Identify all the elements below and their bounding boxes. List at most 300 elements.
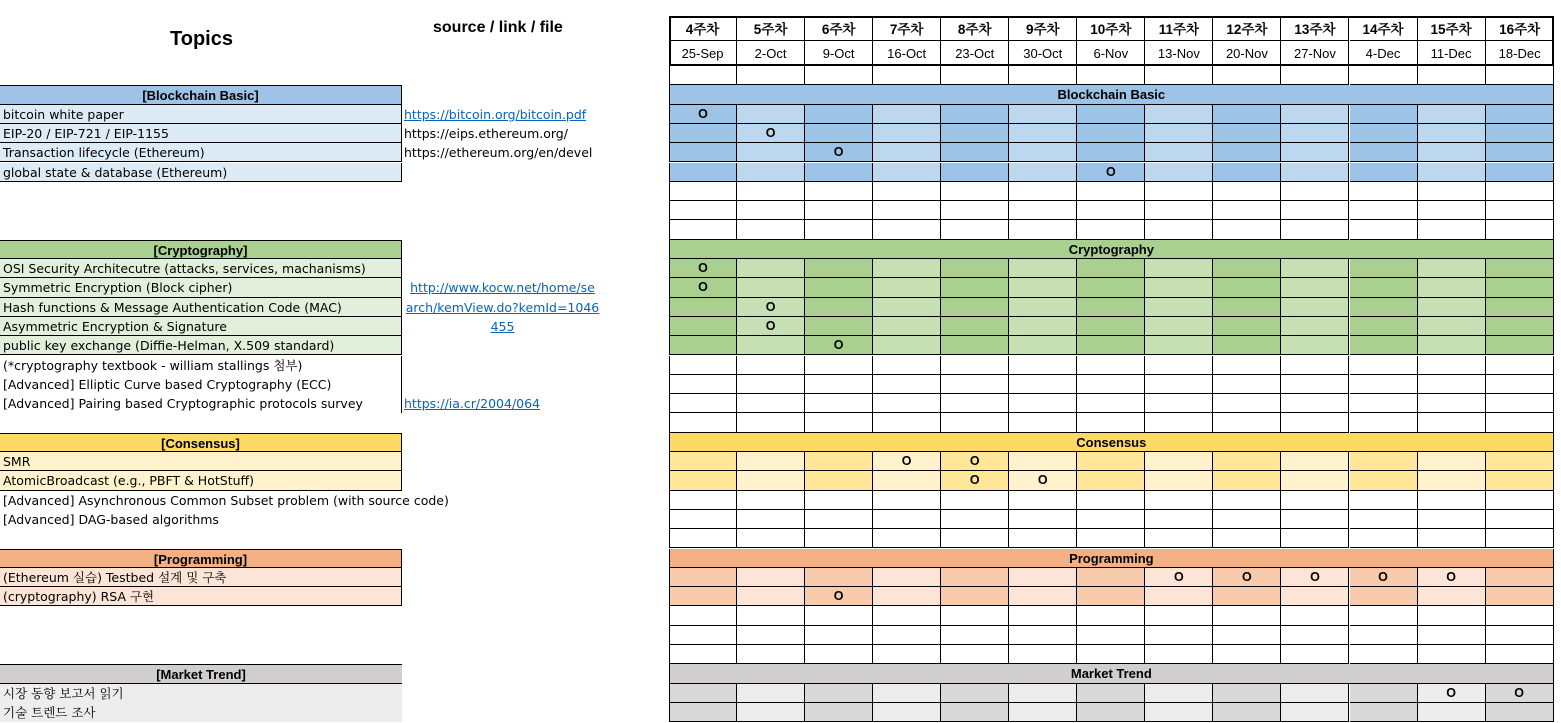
schedule-cell (805, 143, 873, 162)
source-link[interactable]: arch/kemView.do?kemId=1046 (405, 299, 600, 315)
schedule-cell (873, 105, 941, 124)
schedule-cell (1213, 471, 1281, 490)
schedule-cell (1213, 201, 1281, 220)
schedule-mark: O (969, 454, 980, 468)
schedule-cell (1281, 336, 1349, 355)
source-cell (405, 278, 600, 297)
schedule-cell (1281, 182, 1349, 201)
schedule-cell (941, 124, 1009, 143)
schedule-cell (1281, 105, 1349, 124)
schedule-cell (737, 510, 805, 529)
schedule-cell (941, 471, 1009, 490)
schedule-cell (941, 298, 1009, 317)
schedule-cell (1213, 66, 1281, 85)
schedule-cell (941, 66, 1009, 85)
category-band: Market Trend (669, 664, 1554, 683)
topic-row: (Ethereum 실습) Testbed 설계 및 구축 (0, 568, 402, 587)
schedule-cell (1418, 394, 1486, 413)
schedule-cell (1145, 626, 1213, 645)
schedule-cell (1009, 143, 1077, 162)
schedule-cell (873, 529, 941, 548)
topic-row: 시장 동향 보고서 읽기 (0, 684, 402, 703)
schedule-cell (1281, 703, 1349, 722)
schedule-cell (1350, 278, 1418, 297)
schedule-cell (1418, 317, 1486, 336)
schedule-cell (1418, 703, 1486, 722)
week-header: 8주차 (941, 16, 1009, 41)
schedule-cell (1281, 413, 1349, 432)
schedule-cell (1077, 703, 1145, 722)
schedule-cell (1077, 201, 1145, 220)
schedule-cell (1145, 645, 1213, 664)
schedule-cell (941, 163, 1009, 182)
schedule-cell (1350, 182, 1418, 201)
schedule-cell (941, 452, 1009, 471)
category-band: Blockchain Basic (669, 85, 1554, 104)
schedule-cell (805, 394, 873, 413)
schedule-cell (669, 336, 737, 355)
schedule-cell (1486, 298, 1554, 317)
schedule-cell (1281, 375, 1349, 394)
schedule-cell (1213, 510, 1281, 529)
schedule-cell (1281, 356, 1349, 375)
schedule-cell (737, 182, 805, 201)
topic-row: 기술 트렌드 조사 (0, 703, 402, 722)
schedule-mark: O (1037, 473, 1048, 488)
schedule-cell (1145, 356, 1213, 375)
source-cell (404, 394, 540, 413)
schedule-cell (1213, 182, 1281, 201)
schedule-mark: O (969, 473, 980, 488)
schedule-cell (1213, 491, 1281, 510)
schedule-cell (1009, 298, 1077, 317)
schedule-cell (669, 452, 737, 471)
schedule-cell (669, 606, 737, 625)
schedule-cell (1009, 684, 1077, 703)
category-band: Programming (669, 549, 1554, 568)
schedule-cell (1145, 684, 1213, 703)
schedule-cell (805, 298, 873, 317)
schedule-cell (941, 105, 1009, 124)
schedule-cell (1281, 259, 1349, 278)
schedule-cell (1077, 317, 1145, 336)
schedule-cell (1009, 278, 1077, 297)
schedule-mark: O (1242, 569, 1252, 584)
schedule-cell (737, 491, 805, 510)
schedule-cell (1009, 452, 1077, 471)
schedule-cell (669, 182, 737, 201)
schedule-cell (1009, 413, 1077, 432)
topic-row: global state & database (Ethereum) (0, 163, 402, 182)
source-link[interactable]: https://bitcoin.org/bitcoin.pdf (404, 106, 587, 122)
schedule-cell (1009, 568, 1077, 587)
schedule-cell (1486, 529, 1554, 548)
schedule-cell (1145, 452, 1213, 471)
schedule-cell (941, 317, 1009, 336)
schedule-cell (805, 317, 873, 336)
schedule-cell (1281, 684, 1349, 703)
topics-title: Topics (170, 28, 233, 50)
category-band: Cryptography (669, 240, 1554, 259)
schedule-cell (1281, 587, 1349, 606)
schedule-mark: O (1174, 569, 1184, 584)
schedule-cell (737, 66, 805, 85)
schedule-cell (669, 259, 737, 278)
schedule-cell (737, 317, 805, 336)
schedule-cell (1213, 278, 1281, 297)
schedule-cell (1145, 201, 1213, 220)
schedule-cell (1281, 278, 1349, 297)
schedule-mark: O (1446, 685, 1456, 700)
schedule-cell (941, 278, 1009, 297)
schedule-cell (941, 394, 1009, 413)
schedule-cell (1213, 568, 1281, 587)
schedule-cell (1145, 568, 1213, 587)
schedule-cell (1145, 703, 1213, 722)
category-band: Consensus (669, 433, 1554, 452)
topic-row: Transaction lifecycle (Ethereum) (0, 143, 402, 162)
schedule-cell (1486, 394, 1554, 413)
schedule-cell (1350, 491, 1418, 510)
schedule-cell (1350, 163, 1418, 182)
schedule-cell (805, 336, 873, 355)
schedule-cell (737, 587, 805, 606)
schedule-cell (1009, 356, 1077, 375)
topic-row: Asymmetric Encryption & Signature (0, 317, 402, 336)
schedule-cell (1350, 587, 1418, 606)
schedule-cell (1077, 278, 1145, 297)
schedule-cell (1213, 587, 1281, 606)
schedule-cell (873, 66, 941, 85)
schedule-cell (1418, 336, 1486, 355)
schedule-cell (1213, 606, 1281, 625)
schedule-cell (1486, 278, 1554, 297)
schedule-cell (1077, 220, 1145, 239)
schedule-cell (1486, 645, 1554, 664)
schedule-cell (737, 201, 805, 220)
schedule-cell (873, 182, 941, 201)
schedule-cell (1077, 124, 1145, 143)
schedule-cell (1213, 163, 1281, 182)
schedule-cell (1418, 491, 1486, 510)
schedule-cell (1213, 143, 1281, 162)
schedule-cell (941, 143, 1009, 162)
schedule-cell (1350, 201, 1418, 220)
schedule-cell (805, 66, 873, 85)
schedule-cell (1418, 259, 1486, 278)
schedule-cell (1213, 220, 1281, 239)
category-header: [Blockchain Basic] (0, 85, 402, 104)
topic-row: bitcoin white paper (0, 105, 402, 124)
schedule-cell (805, 278, 873, 297)
schedule-cell (1281, 163, 1349, 182)
schedule-cell (1418, 375, 1486, 394)
schedule-cell (805, 645, 873, 664)
schedule-mark: O (698, 280, 708, 295)
schedule-cell (941, 336, 1009, 355)
schedule-cell (873, 491, 941, 510)
schedule-cell (1418, 413, 1486, 432)
source-cell (404, 143, 592, 162)
schedule-cell (873, 201, 941, 220)
schedule-cell (1486, 703, 1554, 722)
schedule-cell (805, 163, 873, 182)
week-header: 13주차 (1281, 16, 1349, 41)
schedule-cell (805, 491, 873, 510)
schedule-cell (669, 278, 737, 297)
schedule-cell (1145, 394, 1213, 413)
schedule-cell (1077, 491, 1145, 510)
schedule-cell (1486, 220, 1554, 239)
schedule-mark: O (1446, 569, 1456, 584)
schedule-cell (1281, 606, 1349, 625)
schedule-cell (1145, 259, 1213, 278)
schedule-cell (1350, 259, 1418, 278)
schedule-cell (1213, 452, 1281, 471)
week-header: 15주차 (1418, 16, 1486, 41)
schedule-cell (669, 568, 737, 587)
schedule-cell (941, 645, 1009, 664)
schedule-cell (1350, 626, 1418, 645)
schedule-cell (805, 124, 873, 143)
schedule-cell (941, 201, 1009, 220)
topic-row: [Advanced] DAG-based algorithms (3, 511, 219, 527)
schedule-cell (1350, 394, 1418, 413)
schedule-cell (1486, 568, 1554, 587)
schedule-cell (1486, 471, 1554, 490)
schedule-cell (1281, 471, 1349, 490)
schedule-cell (1009, 105, 1077, 124)
schedule-cell (805, 587, 873, 606)
schedule-cell (737, 278, 805, 297)
date-header: 25-Sep (669, 41, 737, 66)
schedule-cell (1281, 201, 1349, 220)
schedule-mark: O (1105, 164, 1116, 179)
schedule-cell (1009, 587, 1077, 606)
date-header: 30-Oct (1009, 41, 1077, 66)
schedule-cell (1077, 143, 1145, 162)
schedule-cell (669, 163, 737, 182)
schedule-cell (1009, 259, 1077, 278)
schedule-cell (1077, 568, 1145, 587)
schedule-cell (669, 394, 737, 413)
schedule-cell (1009, 220, 1077, 239)
schedule-cell (1077, 375, 1145, 394)
schedule-cell (669, 529, 737, 548)
date-header: 4-Dec (1350, 41, 1418, 66)
schedule-cell (1486, 452, 1554, 471)
schedule-cell (1077, 163, 1145, 182)
schedule-cell (1145, 375, 1213, 394)
schedule-cell (1009, 317, 1077, 336)
schedule-cell (1145, 66, 1213, 85)
date-header: 16-Oct (873, 41, 941, 66)
schedule-cell (669, 298, 737, 317)
source-link[interactable]: 455 (490, 318, 515, 334)
schedule-cell (737, 336, 805, 355)
schedule-mark: O (833, 338, 844, 353)
schedule-cell (1213, 105, 1281, 124)
schedule-cell (1418, 684, 1486, 703)
source-link[interactable]: http://www.kocw.net/home/se (410, 280, 595, 296)
source-text: https://eips.ethereum.org/ (404, 125, 568, 141)
schedule-cell (941, 529, 1009, 548)
schedule-cell (1350, 529, 1418, 548)
schedule-cell (1418, 143, 1486, 162)
schedule-cell (1009, 124, 1077, 143)
schedule-cell (1418, 163, 1486, 182)
schedule-cell (1145, 510, 1213, 529)
schedule-cell (1350, 124, 1418, 143)
schedule-cell (1145, 491, 1213, 510)
schedule-cell (1350, 510, 1418, 529)
schedule-cell (1145, 317, 1213, 336)
schedule-cell (1077, 510, 1145, 529)
schedule-cell (669, 375, 737, 394)
schedule-cell (1281, 626, 1349, 645)
schedule-cell (873, 587, 941, 606)
schedule-cell (1350, 336, 1418, 355)
schedule-cell (1009, 336, 1077, 355)
schedule-mark: O (765, 299, 776, 314)
schedule-cell (941, 356, 1009, 375)
week-header: 7주차 (873, 16, 941, 41)
schedule-mark: O (833, 589, 844, 604)
schedule-cell (669, 66, 737, 85)
schedule-cell (1350, 606, 1418, 625)
schedule-cell (805, 356, 873, 375)
week-header: 4주차 (669, 16, 737, 41)
date-header: 9-Oct (805, 41, 873, 66)
schedule-cell (941, 626, 1009, 645)
schedule-cell (1486, 587, 1554, 606)
schedule-cell (941, 703, 1009, 722)
date-header: 11-Dec (1418, 41, 1486, 66)
schedule-cell (1077, 587, 1145, 606)
schedule-mark: O (1514, 685, 1524, 700)
schedule-cell (1281, 529, 1349, 548)
topic-row: Symmetric Encryption (Block cipher) (0, 278, 402, 297)
source-cell (405, 317, 600, 336)
schedule-cell (1281, 568, 1349, 587)
schedule-cell (669, 626, 737, 645)
schedule-cell (873, 413, 941, 432)
schedule-cell (669, 587, 737, 606)
schedule-cell (1486, 336, 1554, 355)
schedule-mark: O (1378, 569, 1388, 584)
schedule-cell (737, 143, 805, 162)
schedule-cell (1009, 510, 1077, 529)
schedule-cell (805, 105, 873, 124)
topic-row: (*cryptography textbook - william stallings 첨부) (0, 356, 402, 375)
schedule-cell (1145, 278, 1213, 297)
schedule-cell (669, 143, 737, 162)
schedule-cell (1077, 452, 1145, 471)
schedule-cell (873, 375, 941, 394)
schedule-cell (1350, 452, 1418, 471)
schedule-cell (1077, 394, 1145, 413)
schedule-cell (1486, 143, 1554, 162)
schedule-cell (737, 124, 805, 143)
schedule-cell (941, 182, 1009, 201)
source-link[interactable]: https://ia.cr/2004/064 (404, 396, 541, 412)
schedule-cell (805, 259, 873, 278)
week-header: 5주차 (737, 16, 805, 41)
schedule-cell (1213, 375, 1281, 394)
schedule-cell (1077, 336, 1145, 355)
week-header: 16주차 (1486, 16, 1554, 41)
topic-row: (cryptography) RSA 구현 (0, 587, 402, 606)
schedule-cell (1009, 375, 1077, 394)
schedule-cell (873, 510, 941, 529)
schedule-cell (1350, 413, 1418, 432)
schedule-cell (1213, 356, 1281, 375)
schedule-mark: O (765, 125, 776, 140)
schedule-cell (805, 510, 873, 529)
schedule-cell (1281, 510, 1349, 529)
schedule-cell (1281, 298, 1349, 317)
schedule-cell (805, 684, 873, 703)
week-header: 12주차 (1213, 16, 1281, 41)
schedule-cell (941, 568, 1009, 587)
schedule-cell (1077, 413, 1145, 432)
schedule-cell (1418, 471, 1486, 490)
schedule-cell (1281, 491, 1349, 510)
schedule-cell (1350, 143, 1418, 162)
topic-row: public key exchange (Diffie-Helman, X.509 standard) (0, 336, 402, 355)
schedule-cell (1077, 529, 1145, 548)
topic-row: [Advanced] Asynchronous Common Subset problem (with source code) (3, 492, 449, 508)
date-header: 2-Oct (737, 41, 805, 66)
schedule-cell (1145, 163, 1213, 182)
schedule-cell (805, 413, 873, 432)
schedule-cell (1145, 529, 1213, 548)
schedule-cell (1145, 220, 1213, 239)
schedule-cell (1418, 510, 1486, 529)
schedule-cell (1486, 317, 1554, 336)
schedule-cell (1213, 259, 1281, 278)
topic-row: [Advanced] Elliptic Curve based Cryptography (ECC) (0, 375, 402, 394)
schedule-cell (873, 684, 941, 703)
schedule-cell (1213, 124, 1281, 143)
schedule-cell (1077, 105, 1145, 124)
schedule-cell (737, 375, 805, 394)
schedule-cell (1281, 124, 1349, 143)
schedule-cell (1009, 394, 1077, 413)
schedule-cell (1145, 587, 1213, 606)
schedule-cell (1418, 645, 1486, 664)
source-cell (405, 298, 600, 317)
schedule-cell (805, 182, 873, 201)
schedule-cell (1350, 317, 1418, 336)
schedule-cell (1077, 471, 1145, 490)
schedule-cell (669, 201, 737, 220)
schedule-cell (1486, 105, 1554, 124)
schedule-cell (1486, 684, 1554, 703)
schedule-cell (1213, 336, 1281, 355)
schedule-cell (873, 452, 941, 471)
schedule-cell (1077, 356, 1145, 375)
schedule-cell (941, 259, 1009, 278)
schedule-cell (1077, 626, 1145, 645)
schedule-cell (805, 568, 873, 587)
schedule-cell (1418, 356, 1486, 375)
schedule-cell (1145, 298, 1213, 317)
date-header: 27-Nov (1281, 41, 1349, 66)
category-header: [Market Trend] (0, 664, 402, 683)
week-header: 11주차 (1145, 16, 1213, 41)
schedule-cell (805, 201, 873, 220)
